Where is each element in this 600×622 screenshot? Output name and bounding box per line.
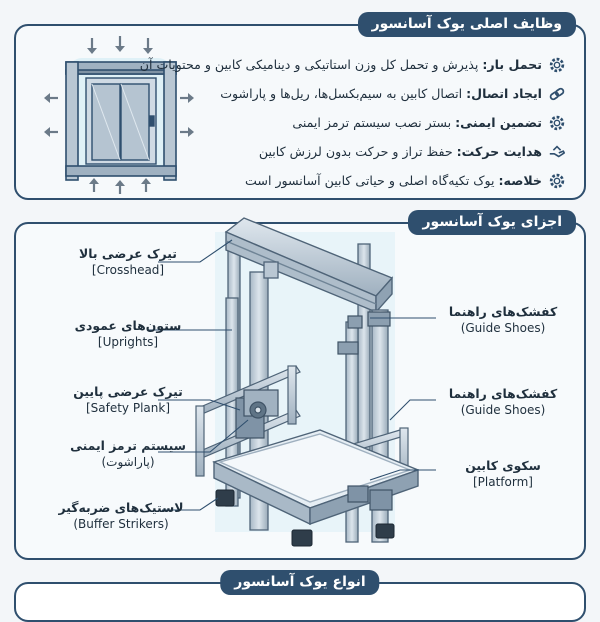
function-text: بستر نصب سیستم ترمز ایمنی (292, 115, 452, 130)
function-text: حفظ تراز و حرکت بدون لرزش کابین (258, 144, 453, 159)
function-text: اتصال کابین به سیم‌بکسل‌ها، ریل‌ها و پاراشوت (220, 86, 463, 101)
guide-shoes-top-label: کفشک‌های راهنما (Guide Shoes) (448, 304, 558, 335)
function-text: یوک تکیه‌گاه اصلی و حیاتی کابین آسانسور است (245, 173, 495, 188)
functions-title: وظایف اصلی یوک آسانسور (358, 12, 576, 37)
guide-shoes-bottom-label: کفشک‌های راهنما (Guide Shoes) (448, 386, 558, 417)
function-text: پذیرش و تحمل کل وزن استاتیکی و دینامیکی کابین و محتویات آن (139, 57, 479, 72)
safety-plank-label: تیرک عرضی پایین [Safety Plank] (73, 384, 183, 415)
components-title: اجزای یوک آسانسور (408, 210, 576, 235)
function-label: تضمین ایمنی: (455, 115, 542, 130)
crosshead-label: تیرک عرضی بالا [Crosshead] (79, 246, 177, 277)
platform-label: سکوی کابین [Platform] (465, 458, 541, 489)
function-label: ایجاد اتصال: (466, 86, 542, 101)
types-title: انواع یوک آسانسور (220, 570, 379, 595)
function-label: خلاصه: (498, 173, 542, 188)
function-label: تحمل بار: (482, 57, 542, 72)
uprights-label: ستون‌های عمودی [Uprights] (74, 318, 182, 349)
function-label: هدایت حرکت: (456, 144, 542, 159)
safety-brake-label: سیستم ترمز ایمنی (پاراشوت) (70, 438, 186, 469)
types-panel (14, 574, 586, 622)
buffer-strikers-label: لاستیک‌های ضربه‌گیر (Buffer Strikers) (58, 500, 184, 531)
